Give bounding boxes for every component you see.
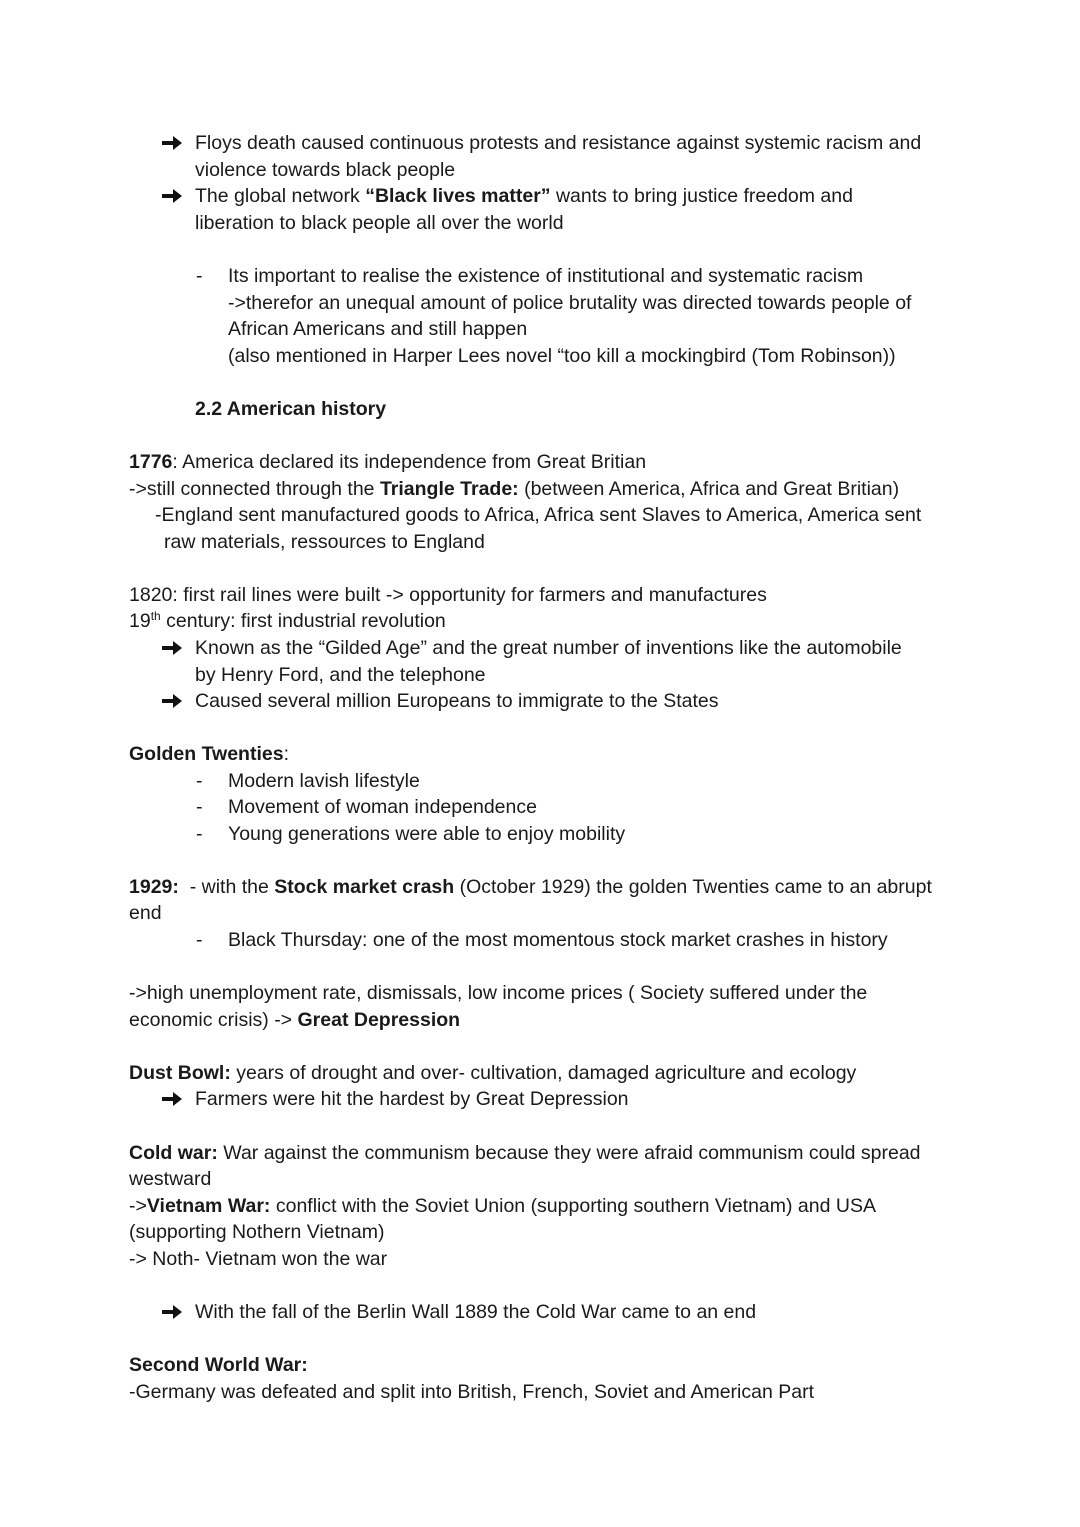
- floyd-bullet-2-cont: liberation to black people all over the world: [195, 212, 564, 234]
- vietnam-war-line-cont: (supporting Nothern Vietnam): [129, 1221, 385, 1243]
- consequences-line-1: ->high unemployment rate, dismissals, low income prices ( Society suffered under the: [129, 982, 868, 1004]
- berlin-wall-line: With the fall of the Berlin Wall 1889 the Cold War came to an end: [195, 1301, 757, 1323]
- immigration-line: Caused several million Europeans to immigrate to the States: [195, 690, 719, 712]
- triangle-trade-detail-1: -England sent manufactured goods to Africa, Africa sent Slaves to America, America sent: [155, 504, 922, 526]
- dash-bullet: -: [196, 770, 203, 792]
- dash-bullet: -: [196, 265, 203, 287]
- dash-bullet: -: [196, 796, 203, 818]
- arrow-bullet-icon: [162, 688, 186, 708]
- racism-note-line-2: ->therefor an unequal amount of police brutality was directed towards people of: [228, 292, 912, 314]
- arrow-bullet-icon: [162, 1086, 186, 1106]
- golden-twenties-title: Golden Twenties:: [129, 743, 289, 765]
- cold-war-line: Cold war: War against the communism because they were afraid communism could spread: [129, 1142, 921, 1164]
- black-thursday-line: Black Thursday: one of the most momentous stock market crashes in history: [228, 929, 888, 951]
- racism-note-line-4: (also mentioned in Harper Lees novel “too kill a mockingbird (Tom Robinson)): [228, 345, 896, 367]
- farmers-line: Farmers were hit the hardest by Great Depression: [195, 1088, 629, 1110]
- industrial-revolution-line: 19th century: first industrial revolution: [129, 609, 446, 632]
- cold-war-line-cont: westward: [129, 1168, 212, 1190]
- arrow-bullet-icon: [162, 130, 186, 150]
- section-heading: 2.2 American history: [195, 398, 387, 420]
- ww2-line: -Germany was defeated and split into British, French, Soviet and American Part: [129, 1381, 814, 1403]
- racism-note-line-3: African Americans and still happen: [228, 318, 528, 340]
- dust-bowl-line: Dust Bowl: years of drought and over- cultivation, damaged agriculture and ecology: [129, 1062, 857, 1084]
- triangle-trade-line: ->still connected through the Triangle Trade: (between America, Africa and Great Britian): [129, 478, 900, 500]
- vietnam-war-line: ->Vietnam War: conflict with the Soviet Union (supporting southern Vietnam) and USA: [129, 1195, 876, 1217]
- consequences-line-2: economic crisis) -> Great Depression: [129, 1009, 461, 1031]
- gilded-age-line-2: by Henry Ford, and the telephone: [195, 664, 486, 686]
- golden-item-2: Movement of woman independence: [228, 796, 537, 818]
- year-1776-line: 1776: America declared its independence from Great Britian: [129, 451, 647, 473]
- arrow-bullet-icon: [162, 635, 186, 655]
- year-1929-line: 1929: - with the Stock market crash (October 1929) the golden Twenties came to an abrupt: [129, 876, 932, 898]
- golden-item-3: Young generations were able to enjoy mobility: [228, 823, 626, 845]
- gilded-age-line-1: Known as the “Gilded Age” and the great number of inventions like the automobile: [195, 637, 902, 659]
- year-1820-line: 1820: first rail lines were built -> opportunity for farmers and manufactures: [129, 584, 767, 606]
- golden-item-1: Modern lavish lifestyle: [228, 770, 420, 792]
- racism-note-line-1: Its important to realise the existence of institutional and systematic racism: [228, 265, 864, 287]
- dash-bullet: -: [196, 929, 203, 951]
- arrow-bullet-icon: [162, 183, 186, 203]
- floyd-bullet-1-cont: violence towards black people: [195, 159, 456, 181]
- vietnam-outcome-line: -> Noth- Vietnam won the war: [129, 1248, 388, 1270]
- arrow-bullet-icon: [162, 1299, 186, 1319]
- floyd-bullet-2: The global network “Black lives matter” wants to bring justice freedom and: [195, 185, 853, 207]
- triangle-trade-detail-2: raw materials, ressources to England: [164, 531, 485, 553]
- ww2-title: Second World War:: [129, 1354, 308, 1376]
- year-1929-line-cont: end: [129, 902, 162, 924]
- floyd-bullet-1: Floys death caused continuous protests and resistance against systemic racism and: [195, 132, 922, 154]
- dash-bullet: -: [196, 823, 203, 845]
